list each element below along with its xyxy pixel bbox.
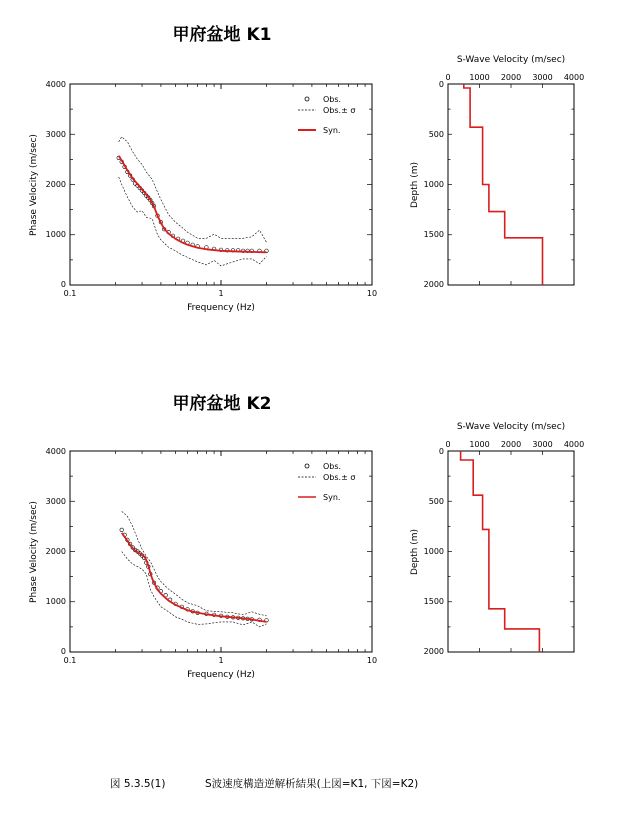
- k1-legend-obs-marker: [305, 97, 309, 101]
- k2-dtick-1000: 1000: [423, 547, 444, 556]
- k2-ytick-1000: 1000: [45, 597, 66, 606]
- k1-dispersion-chart: [29, 80, 377, 313]
- k2-dtick-2000: 2000: [423, 647, 444, 656]
- k1-xtick-0.1: 0.1: [63, 289, 77, 298]
- k2-title: 甲府盆地 K2: [172, 394, 272, 414]
- k1-legend-syn: Syn.: [323, 126, 341, 135]
- k1-vtick-4000: 4000: [563, 73, 585, 82]
- k1-dispersion-ylabel: Phase Velocity (m/sec): [29, 134, 39, 236]
- k2-vtick-0: 0: [445, 440, 451, 449]
- k1-xtick-10: 10: [366, 289, 378, 298]
- k1-profile-chart: [410, 55, 584, 289]
- k1-dtick-500: 500: [428, 130, 444, 139]
- k2-dispersion-xlabel: Frequency (Hz): [187, 670, 255, 680]
- k2-xtick-10: 10: [366, 656, 378, 665]
- k1-xtick-1: 1: [218, 289, 224, 298]
- k2-vs-profile-line: [461, 451, 540, 652]
- k2-obs-plus-sigma-line: [122, 511, 267, 616]
- figure-caption: [110, 777, 418, 790]
- k2-obs-point: [120, 528, 124, 532]
- k2-dispersion-chart: [29, 447, 377, 680]
- k1-legend: [298, 95, 355, 135]
- k2-ytick-2000: 2000: [45, 547, 66, 556]
- k2-vtick-1000: 1000: [469, 440, 490, 449]
- k2-obs-minus-sigma-line: [122, 552, 267, 627]
- k1-dtick-1500: 1500: [423, 230, 444, 239]
- k2-legend-sd: Obs.± σ: [323, 473, 356, 482]
- k2-ytick-3000: 3000: [45, 497, 66, 506]
- k2-vtick-4000: 4000: [563, 440, 585, 449]
- k1-vtick-0: 0: [445, 73, 451, 82]
- k1-ytick-1000: 1000: [45, 230, 66, 239]
- k2-profile-frame: [448, 451, 574, 652]
- k1-legend-sd: Obs.± σ: [323, 106, 356, 115]
- k2-dtick-1500: 1500: [423, 597, 444, 606]
- k2-xtick-0.1: 0.1: [63, 656, 77, 665]
- k1-ytick-4000: 4000: [45, 80, 66, 89]
- k1-syn-line: [119, 156, 267, 252]
- caption-number: 図 5.3.5(1): [110, 778, 166, 790]
- k2-profile-ylabel: Depth (m): [410, 528, 420, 576]
- panel-k1: [29, 24, 584, 313]
- k1-profile-xlabel: S-Wave Velocity (m/sec): [456, 55, 566, 65]
- k2-vtick-3000: 3000: [532, 440, 553, 449]
- k2-syn-line: [122, 533, 267, 622]
- k2-profile-chart: [410, 422, 584, 656]
- k1-profile-ylabel: Depth (m): [410, 161, 420, 209]
- k2-profile-xlabel: S-Wave Velocity (m/sec): [456, 422, 566, 432]
- k2-ytick-0: 0: [60, 647, 66, 656]
- k1-vs-profile-line: [464, 84, 543, 285]
- k1-profile-frame: [448, 84, 574, 285]
- k1-dispersion-xlabel: Frequency (Hz): [187, 303, 255, 313]
- k2-ytick-4000: 4000: [45, 447, 66, 456]
- k1-vtick-3000: 3000: [532, 73, 553, 82]
- k2-vtick-2000: 2000: [500, 440, 522, 449]
- k1-vtick-1000: 1000: [469, 73, 490, 82]
- k2-dtick-0: 0: [438, 447, 444, 456]
- k1-title: 甲府盆地 K1: [172, 25, 272, 45]
- k1-legend-obs: Obs.: [323, 95, 342, 104]
- panel-k2: [29, 393, 584, 680]
- k1-dtick-2000: 2000: [423, 280, 444, 289]
- k1-ytick-3000: 3000: [45, 130, 66, 139]
- k2-xtick-1: 1: [218, 656, 224, 665]
- k2-legend-obs-marker: [305, 464, 309, 468]
- k2-dtick-500: 500: [428, 497, 444, 506]
- k1-dtick-0: 0: [438, 80, 444, 89]
- k1-vtick-2000: 2000: [500, 73, 522, 82]
- k2-dispersion-ylabel: Phase Velocity (m/sec): [29, 501, 39, 603]
- caption-text: S波速度構造逆解析結果(上図=K1, 下図=K2): [205, 778, 419, 790]
- k2-legend: [298, 462, 355, 502]
- k1-ytick-2000: 2000: [45, 180, 66, 189]
- k2-legend-obs: Obs.: [323, 462, 342, 471]
- k2-legend-syn: Syn.: [323, 493, 341, 502]
- k1-dtick-1000: 1000: [423, 180, 444, 189]
- k1-ytick-0: 0: [60, 280, 66, 289]
